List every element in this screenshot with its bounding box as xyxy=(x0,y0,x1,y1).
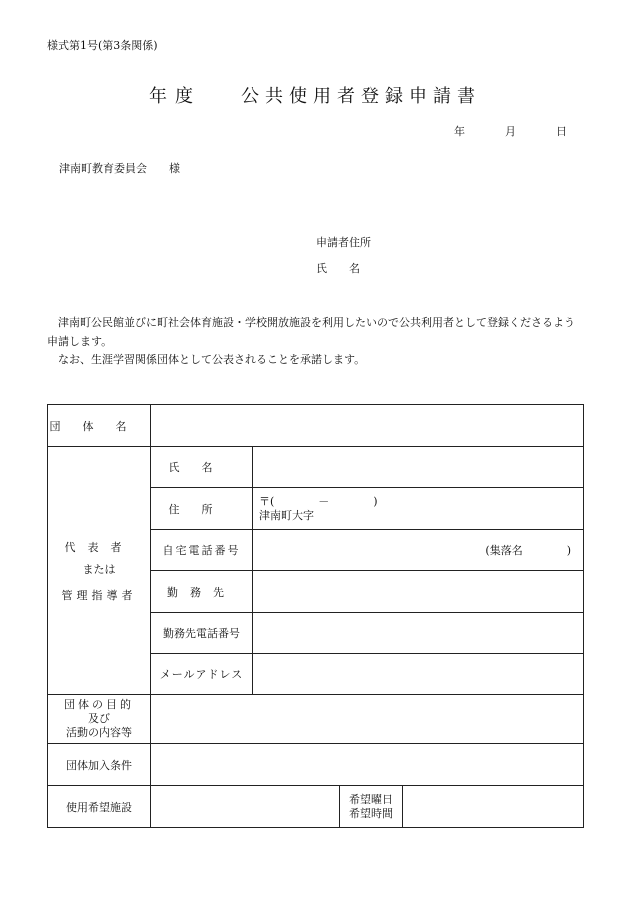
day-time-label xyxy=(340,786,403,828)
time-label: 希望時間 xyxy=(349,806,393,820)
purpose-line2: 及び xyxy=(88,712,110,725)
address-field[interactable] xyxy=(253,488,584,530)
purpose-line3: 活動の内容等 xyxy=(66,726,132,739)
name-field[interactable] xyxy=(253,447,584,488)
postal-code: 〒( － ) xyxy=(259,494,378,508)
consent-paragraph: なお、生涯学習関係団体として公表されることを承諾します。 xyxy=(58,353,366,366)
work-phone-field[interactable] xyxy=(253,613,584,654)
work-phone-label: 勤務先電話番号 xyxy=(151,613,253,654)
village-label: (集落名 ) xyxy=(485,544,571,557)
registration-table xyxy=(47,404,584,828)
workplace-field[interactable] xyxy=(253,571,584,613)
group-name-label: 団体名 xyxy=(48,405,151,447)
purpose-label xyxy=(48,695,151,744)
workplace-label: 勤務先 xyxy=(151,571,253,613)
recipient: 津南町教育委員会 様 xyxy=(59,162,180,175)
date-day: 日 xyxy=(556,125,567,138)
email-label: メールアドレス xyxy=(151,654,253,695)
town-prefix: 津南町大字 xyxy=(259,508,314,522)
applicant-name-label: 氏 名 xyxy=(316,262,360,275)
join-condition-label: 団体加入条件 xyxy=(48,744,151,786)
join-condition-field[interactable] xyxy=(151,744,584,786)
day-time-field[interactable] xyxy=(403,786,584,828)
row-group-name xyxy=(48,405,584,447)
document-title xyxy=(0,82,630,108)
row-purpose xyxy=(48,695,584,744)
email-field[interactable] xyxy=(253,654,584,695)
day-label: 希望曜日 xyxy=(349,792,393,806)
rep-line2: または xyxy=(82,562,116,576)
purpose-field[interactable] xyxy=(151,695,584,744)
date-line xyxy=(454,123,567,139)
address-label: 住所 xyxy=(151,488,253,530)
date-year: 年 xyxy=(454,125,465,138)
title-year: 年度 xyxy=(149,86,201,107)
rep-line1: 代表者 xyxy=(64,540,134,554)
date-month: 月 xyxy=(505,125,516,138)
purpose-line1: 団体の目的 xyxy=(64,698,134,711)
facility-field[interactable] xyxy=(151,786,340,828)
representative-label xyxy=(48,447,151,695)
row-facility xyxy=(48,786,584,828)
home-phone-label: 自宅電話番号 xyxy=(151,530,253,571)
rep-line3: 管理指導者 xyxy=(61,588,137,602)
row-join-condition xyxy=(48,744,584,786)
request-paragraph: 津南町公民館並びに町社会体育施設・学校開放施設を利用したいので公共利用者として登録くださるよう申請します。 xyxy=(47,316,575,348)
applicant-address-label: 申請者住所 xyxy=(316,236,371,249)
group-name-field[interactable] xyxy=(151,405,584,447)
name-label: 氏名 xyxy=(151,447,253,488)
facility-label: 使用希望施設 xyxy=(48,786,151,828)
home-phone-field[interactable] xyxy=(253,530,584,571)
form-number: 様式第1号(第3条関係) xyxy=(47,39,158,52)
row-rep-name xyxy=(48,447,584,488)
title-main: 公共使用者登録申請書 xyxy=(241,86,481,107)
